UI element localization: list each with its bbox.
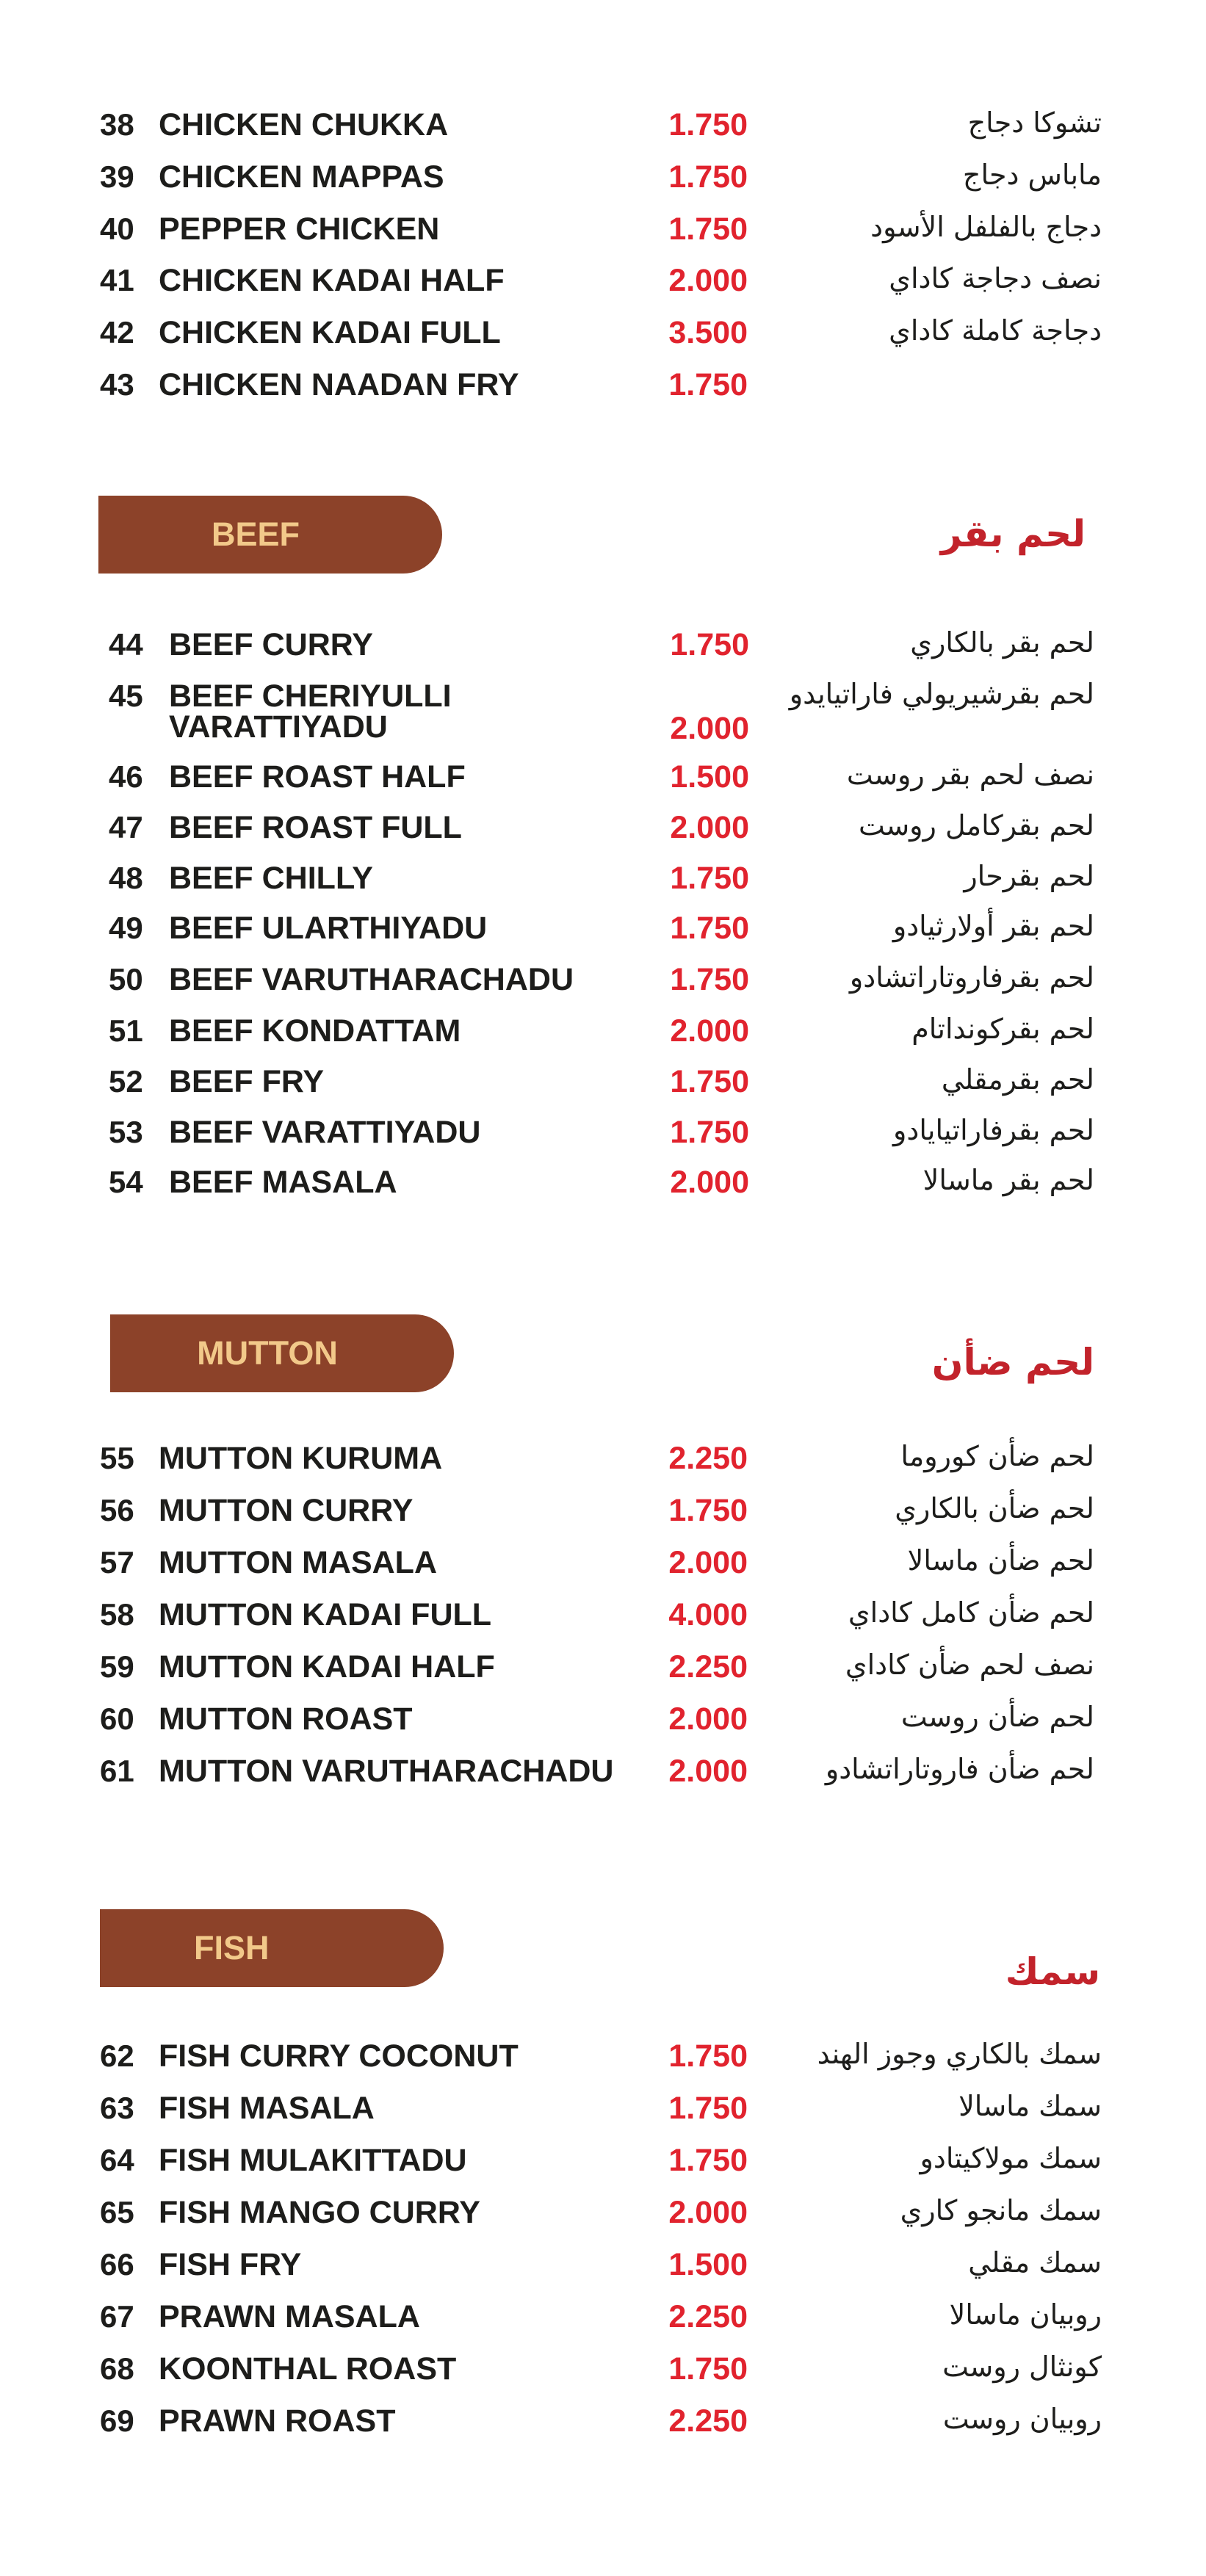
item-price: 2.000 — [668, 2195, 748, 2230]
menu-item — [0, 2196, 1206, 2243]
item-number: 40 — [100, 211, 134, 246]
item-price: 1.750 — [668, 367, 748, 402]
item-name-arabic: لحم بقر ماسالا — [922, 1164, 1094, 1196]
section-title-arabic: لحم ضأن — [931, 1341, 1094, 1383]
item-name-arabic: روبيان روست — [942, 2403, 1102, 2435]
item-number: 43 — [100, 367, 134, 402]
menu-item — [0, 106, 1206, 156]
menu-item — [0, 316, 1206, 363]
item-name: BEEF ROAST HALF — [169, 759, 466, 795]
item-price: 1.750 — [670, 627, 749, 662]
menu-item — [0, 680, 1206, 761]
item-name-arabic: لحم بقركامل روست — [859, 809, 1094, 842]
item-name: MUTTON ROAST — [159, 1701, 413, 1737]
item-number: 57 — [100, 1545, 134, 1580]
item-name-arabic: لحم بقر أولارثيادو — [892, 910, 1094, 942]
item-name: KOONTHAL ROAST — [159, 2351, 457, 2387]
item-price: 1.750 — [670, 1115, 749, 1150]
item-name-line2: VARATTIYADU — [169, 709, 388, 745]
menu-item — [0, 2405, 1206, 2452]
item-number: 58 — [100, 1597, 134, 1632]
item-price: 1.750 — [668, 2351, 748, 2387]
item-number: 39 — [100, 159, 134, 194]
item-name: BEEF VARATTIYADU — [169, 1115, 481, 1150]
item-name: BEEF ULARTHIYADU — [169, 911, 488, 946]
item-price: 1.750 — [670, 1064, 749, 1099]
item-name-arabic: لحم ضأن روست — [900, 1701, 1094, 1733]
item-name: MUTTON VARUTHARACHADU — [159, 1754, 614, 1789]
item-price: 2.250 — [668, 2299, 748, 2334]
item-price: 1.750 — [668, 1493, 748, 1528]
item-number: 59 — [100, 1649, 134, 1684]
item-number: 54 — [109, 1165, 143, 1199]
item-number: 41 — [100, 263, 134, 297]
menu-item — [0, 1442, 1206, 1489]
item-price: 2.000 — [668, 1701, 748, 1737]
menu-item — [0, 1166, 1206, 1213]
item-price: 1.750 — [670, 962, 749, 997]
item-name-arabic: سمك مولاكيتادو — [920, 2142, 1102, 2174]
menu-item — [0, 963, 1206, 1010]
item-price: 1.750 — [670, 861, 749, 896]
item-price: 1.500 — [670, 759, 749, 795]
item-name: FISH CURRY COCONUT — [159, 2038, 519, 2074]
item-price: 1.750 — [668, 159, 748, 195]
item-name-arabic: لحم ضأن فاروتاراتشادو — [825, 1753, 1094, 1785]
item-name: PRAWN MASALA — [159, 2299, 420, 2334]
menu-item — [0, 761, 1206, 808]
menu-item — [0, 264, 1206, 311]
section-header-beef — [98, 496, 442, 574]
item-price: 2.000 — [668, 1754, 748, 1789]
section-title-arabic: سمك — [1005, 1950, 1100, 1993]
item-name: BEEF FRY — [169, 1064, 325, 1099]
menu-item — [0, 1494, 1206, 1541]
item-number: 47 — [109, 810, 143, 844]
menu-item — [0, 213, 1206, 260]
item-name: MUTTON KURUMA — [159, 1441, 443, 1476]
item-name: MUTTON CURRY — [159, 1493, 414, 1528]
item-name: MUTTON KADAI HALF — [159, 1649, 495, 1685]
item-name: BEEF MASALA — [169, 1165, 397, 1200]
menu-item — [0, 1116, 1206, 1163]
section-header-fish — [100, 1909, 444, 1987]
item-name-arabic: دجاج بالفلفل الأسود — [870, 211, 1102, 243]
item-name-arabic: لحم بقرمقلي — [941, 1063, 1094, 1096]
item-price: 4.000 — [668, 1597, 748, 1632]
item-name: CHICKEN MAPPAS — [159, 159, 444, 195]
item-name-arabic: لحم بقر بالكاري — [910, 626, 1094, 659]
item-price: 1.750 — [668, 2143, 748, 2178]
menu-item — [0, 1015, 1206, 1062]
item-name: CHICKEN CHUKKA — [159, 107, 449, 142]
item-name-arabic: لحم ضأن كامل كاداي — [848, 1596, 1094, 1629]
item-name: MUTTON KADAI FULL — [159, 1597, 492, 1632]
menu-item — [0, 1651, 1206, 1698]
item-name-arabic: لحم بقرحار — [964, 860, 1094, 892]
item-number: 48 — [109, 861, 143, 895]
item-price: 2.250 — [668, 1649, 748, 1685]
item-name: BEEF ROAST FULL — [169, 810, 462, 845]
menu-item — [0, 811, 1206, 858]
item-name: BEEF CHILLY — [169, 861, 373, 896]
menu-item — [0, 161, 1206, 208]
item-price: 1.500 — [668, 2247, 748, 2282]
menu-item — [0, 2353, 1206, 2400]
item-number: 67 — [100, 2299, 134, 2334]
item-name-arabic: سمك مقلي — [968, 2246, 1102, 2279]
item-name: BEEF VARUTHARACHADU — [169, 962, 574, 997]
item-number: 69 — [100, 2403, 134, 2438]
item-name-arabic: لحم ضأن كوروما — [900, 1440, 1094, 1472]
item-number: 44 — [109, 627, 143, 662]
item-price: 3.500 — [668, 315, 748, 350]
item-name: FISH FRY — [159, 2247, 302, 2282]
item-name-arabic: سمك ماسالا — [958, 2090, 1102, 2122]
item-number: 52 — [109, 1064, 143, 1099]
item-price: 2.000 — [670, 1165, 749, 1200]
menu-item — [0, 862, 1206, 909]
item-price: 2.250 — [668, 2403, 748, 2439]
menu-item — [0, 2248, 1206, 2295]
item-price: 1.750 — [668, 107, 748, 142]
item-number: 65 — [100, 2195, 134, 2229]
item-price: 1.750 — [668, 2038, 748, 2074]
item-price: 2.000 — [670, 810, 749, 845]
section-title: FISH — [194, 1929, 270, 1967]
item-number: 60 — [100, 1701, 134, 1736]
item-price: 2.000 — [670, 711, 749, 746]
item-name-arabic: لحم بقركونداتام — [911, 1013, 1094, 1045]
item-price: 2.000 — [668, 1545, 748, 1580]
item-name: BEEF CURRY — [169, 627, 373, 662]
item-number: 68 — [100, 2351, 134, 2386]
item-price: 2.000 — [668, 263, 748, 298]
menu-item — [0, 2298, 1206, 2348]
item-name-arabic: لحم بقرشيريولي فاراتيايدو — [789, 678, 1094, 710]
menu-item — [0, 912, 1206, 959]
menu-item — [0, 2040, 1206, 2087]
item-name-arabic: نصف لحم ضأن كاداي — [845, 1649, 1094, 1681]
item-name: FISH MASALA — [159, 2091, 375, 2126]
section-title-arabic: لحم بقر — [940, 513, 1086, 555]
item-number: 49 — [109, 911, 143, 945]
item-price: 2.000 — [670, 1013, 749, 1049]
item-name: FISH MULAKITTADU — [159, 2143, 467, 2178]
item-price: 1.750 — [668, 211, 748, 247]
item-name-arabic: نصف دجاجة كاداي — [889, 262, 1102, 294]
item-number: 61 — [100, 1754, 134, 1788]
item-number: 66 — [100, 2247, 134, 2282]
menu-item — [0, 1596, 1206, 1646]
item-name: PEPPER CHICKEN — [159, 211, 440, 247]
menu-item — [0, 626, 1206, 676]
item-name-arabic: روبيان ماسالا — [949, 2298, 1102, 2331]
item-name-arabic: سمك مانجو كاري — [900, 2194, 1102, 2226]
menu-item — [0, 2144, 1206, 2191]
item-price: 1.750 — [668, 2091, 748, 2126]
item-name: CHICKEN NAADAN FRY — [159, 367, 519, 402]
item-number: 45 — [109, 679, 143, 713]
item-name-arabic: دجاجة كاملة كاداي — [889, 314, 1102, 347]
menu-item — [0, 2092, 1206, 2139]
item-number: 56 — [100, 1493, 134, 1527]
item-name-arabic: لحم بقرفاروتاراتشادو — [849, 961, 1094, 994]
menu-item — [0, 1546, 1206, 1593]
item-name-arabic: تشوكا دجاج — [967, 106, 1102, 139]
item-number: 51 — [109, 1013, 143, 1048]
item-name-arabic: سمك بالكاري وجوز الهند — [817, 2038, 1102, 2070]
item-name: PRAWN ROAST — [159, 2403, 396, 2439]
item-number: 42 — [100, 315, 134, 350]
item-name-arabic: ماباس دجاج — [962, 159, 1102, 191]
item-number: 38 — [100, 107, 134, 142]
item-name: CHICKEN KADAI FULL — [159, 315, 501, 350]
item-name-arabic: كونثال روست — [942, 2351, 1102, 2383]
item-name: FISH MANGO CURRY — [159, 2195, 480, 2230]
item-number: 63 — [100, 2091, 134, 2125]
menu-item — [0, 1703, 1206, 1750]
section-title: MUTTON — [197, 1334, 338, 1372]
item-number: 46 — [109, 759, 143, 794]
section-header-mutton — [110, 1314, 454, 1392]
item-price: 1.750 — [670, 911, 749, 946]
section-title: BEEF — [211, 515, 300, 553]
item-price: 2.250 — [668, 1441, 748, 1476]
item-name: MUTTON MASALA — [159, 1545, 438, 1580]
item-name-arabic: لحم ضأن بالكاري — [895, 1492, 1094, 1524]
item-number: 64 — [100, 2143, 134, 2177]
item-name: BEEF CHERIYULLI — [169, 679, 452, 714]
item-name: CHICKEN KADAI HALF — [159, 263, 505, 298]
item-name-arabic: لحم بقرفاراتيايادو — [893, 1114, 1094, 1146]
item-number: 50 — [109, 962, 143, 996]
item-name-arabic: نصف لحم بقر روست — [846, 759, 1094, 791]
item-name-arabic: لحم ضأن ماسالا — [907, 1544, 1094, 1577]
item-number: 55 — [100, 1441, 134, 1475]
menu-item — [0, 1063, 1206, 1112]
item-name: BEEF KONDATTAM — [169, 1013, 461, 1049]
item-number: 53 — [109, 1115, 143, 1149]
menu-item — [0, 369, 1206, 416]
menu-item — [0, 1755, 1206, 1802]
item-number: 62 — [100, 2038, 134, 2073]
